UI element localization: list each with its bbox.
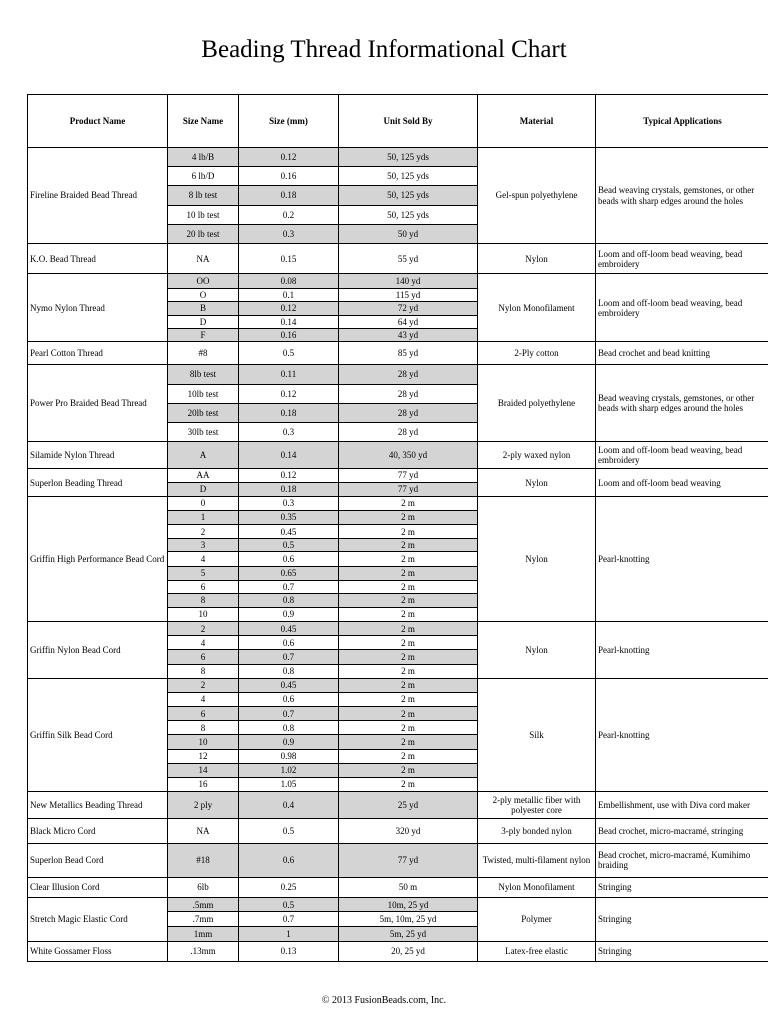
applications-cell: Stringing xyxy=(596,898,768,941)
material-cell: Nylon xyxy=(478,469,596,496)
size-name-cell: 12 xyxy=(168,749,239,763)
material-cell: Nylon xyxy=(478,622,596,679)
unit-sold-by-cell: 2 m xyxy=(339,664,478,678)
applications-cell: Loom and off-loom bead weaving, bead embroidery xyxy=(596,274,768,342)
applications-cell: Bead weaving crystals, gemstones, or other beads with sharp edges around the holes xyxy=(596,148,768,244)
size-name-cell: 30lb test xyxy=(168,422,239,441)
unit-sold-by-cell: 72 yd xyxy=(339,301,478,315)
table-row xyxy=(28,148,768,167)
applications-cell: Pearl-knotting xyxy=(596,622,768,679)
size-name-cell: 5 xyxy=(168,566,239,580)
material-cell: Nylon Monofilament xyxy=(478,877,596,897)
material-cell: Polymer xyxy=(478,898,596,941)
size-name-cell: 8lb test xyxy=(168,365,239,384)
size-name-cell: NA xyxy=(168,244,239,274)
unit-sold-by-cell: 2 m xyxy=(339,496,478,510)
product-name-cell: Superlon Bead Cord xyxy=(28,843,168,877)
applications-cell: Pearl-knotting xyxy=(596,496,768,621)
size-mm-cell: 0.1 xyxy=(239,288,339,301)
product-name-cell: White Gossamer Floss xyxy=(28,941,168,961)
header-typical-applications: Typical Applications xyxy=(596,95,768,148)
product-name-cell: K.O. Bead Thread xyxy=(28,244,168,274)
unit-sold-by-cell: 5m, 10m, 25 yd xyxy=(339,912,478,927)
size-name-cell: .13mm xyxy=(168,941,239,961)
table-row xyxy=(28,791,768,818)
unit-sold-by-cell: 2 m xyxy=(339,749,478,763)
unit-sold-by-cell: 50 m xyxy=(339,877,478,897)
size-mm-cell: 0.7 xyxy=(239,912,339,927)
product-name-cell: New Metallics Beading Thread xyxy=(28,791,168,818)
size-mm-cell: 0.12 xyxy=(239,384,339,403)
size-name-cell: 16 xyxy=(168,777,239,791)
size-mm-cell: 0.3 xyxy=(239,224,339,243)
size-name-cell: AA xyxy=(168,469,239,482)
size-name-cell: 6 lb/D xyxy=(168,167,239,186)
unit-sold-by-cell: 55 yd xyxy=(339,244,478,274)
table-row xyxy=(28,244,768,274)
size-name-cell: B xyxy=(168,301,239,315)
size-mm-cell: 0.9 xyxy=(239,735,339,749)
table-row xyxy=(28,365,768,384)
table-row xyxy=(28,469,768,482)
product-name-cell: Clear Illusion Cord xyxy=(28,877,168,897)
material-cell: Twisted, multi-filament nylon xyxy=(478,843,596,877)
page-title: Beading Thread Informational Chart xyxy=(201,36,567,63)
unit-sold-by-cell: 64 yd xyxy=(339,315,478,328)
size-mm-cell: 0.15 xyxy=(239,244,339,274)
table-row xyxy=(28,843,768,877)
size-name-cell: 8 xyxy=(168,721,239,735)
size-mm-cell: 0.45 xyxy=(239,678,339,692)
size-name-cell: 6 xyxy=(168,580,239,593)
unit-sold-by-cell: 2 m xyxy=(339,552,478,566)
unit-sold-by-cell: 25 yd xyxy=(339,791,478,818)
size-mm-cell: 0.12 xyxy=(239,148,339,167)
size-mm-cell: 0.3 xyxy=(239,496,339,510)
size-mm-cell: 0.25 xyxy=(239,877,339,897)
size-mm-cell: 0.3 xyxy=(239,422,339,441)
unit-sold-by-cell: 50 yd xyxy=(339,224,478,243)
header-size-name: Size Name xyxy=(168,95,239,148)
product-name-cell: Superlon Beading Thread xyxy=(28,469,168,496)
size-mm-cell: 0.16 xyxy=(239,167,339,186)
size-mm-cell: 0.14 xyxy=(239,315,339,328)
size-name-cell: O xyxy=(168,288,239,301)
size-mm-cell: 0.9 xyxy=(239,607,339,621)
table-row xyxy=(28,898,768,912)
thread-table xyxy=(27,94,768,962)
applications-cell: Stringing xyxy=(596,877,768,897)
applications-cell: Loom and off-loom bead weaving xyxy=(596,469,768,496)
copyright-footer: © 2013 FusionBeads.com, Inc. xyxy=(321,995,447,1006)
applications-cell: Pearl-knotting xyxy=(596,678,768,791)
size-name-cell: 10 xyxy=(168,607,239,621)
unit-sold-by-cell: 50, 125 yds xyxy=(339,148,478,167)
size-name-cell: #8 xyxy=(168,342,239,365)
unit-sold-by-cell: 20, 25 yd xyxy=(339,941,478,961)
table-row xyxy=(28,622,768,636)
size-mm-cell: 0.8 xyxy=(239,593,339,607)
unit-sold-by-cell: 5m, 25 yd xyxy=(339,927,478,941)
table-row xyxy=(28,442,768,469)
size-name-cell: 8 xyxy=(168,664,239,678)
product-name-cell: Nymo Nylon Thread xyxy=(28,274,168,342)
unit-sold-by-cell: 28 yd xyxy=(339,365,478,384)
unit-sold-by-cell: 2 m xyxy=(339,777,478,791)
size-mm-cell: 0.7 xyxy=(239,707,339,721)
size-name-cell: 10 xyxy=(168,735,239,749)
unit-sold-by-cell: 28 yd xyxy=(339,384,478,403)
product-name-cell: Griffin Nylon Bead Cord xyxy=(28,622,168,679)
size-mm-cell: 1 xyxy=(239,927,339,941)
size-name-cell: .7mm xyxy=(168,912,239,927)
size-name-cell: 6 xyxy=(168,650,239,664)
size-mm-cell: 0.2 xyxy=(239,205,339,224)
size-mm-cell: 0.5 xyxy=(239,342,339,365)
header-material: Material xyxy=(478,95,596,148)
size-name-cell: 6lb xyxy=(168,877,239,897)
material-cell: Gel-spun polyethylene xyxy=(478,148,596,244)
unit-sold-by-cell: 140 yd xyxy=(339,274,478,288)
unit-sold-by-cell: 115 yd xyxy=(339,288,478,301)
table-row xyxy=(28,877,768,897)
product-name-cell: Fireline Braided Bead Thread xyxy=(28,148,168,244)
size-name-cell: #18 xyxy=(168,843,239,877)
size-name-cell: 4 lb/B xyxy=(168,148,239,167)
product-name-cell: Stretch Magic Elastic Cord xyxy=(28,898,168,941)
table-row xyxy=(28,496,768,510)
size-mm-cell: 0.5 xyxy=(239,819,339,843)
applications-cell: Stringing xyxy=(596,941,768,961)
header-unit-sold-by: Unit Sold By xyxy=(339,95,478,148)
size-mm-cell: 0.16 xyxy=(239,328,339,341)
table-body xyxy=(28,148,768,962)
unit-sold-by-cell: 2 m xyxy=(339,607,478,621)
size-mm-cell: 0.18 xyxy=(239,482,339,496)
size-mm-cell: 0.8 xyxy=(239,664,339,678)
unit-sold-by-cell: 2 m xyxy=(339,763,478,777)
unit-sold-by-cell: 50, 125 yds xyxy=(339,205,478,224)
size-name-cell: 4 xyxy=(168,552,239,566)
size-name-cell: 3 xyxy=(168,539,239,552)
size-name-cell: NA xyxy=(168,819,239,843)
table-row xyxy=(28,819,768,843)
unit-sold-by-cell: 2 m xyxy=(339,510,478,524)
unit-sold-by-cell: 40, 350 yd xyxy=(339,442,478,469)
size-name-cell: F xyxy=(168,328,239,341)
size-mm-cell: 0.6 xyxy=(239,843,339,877)
size-mm-cell: 0.7 xyxy=(239,650,339,664)
size-name-cell: 4 xyxy=(168,692,239,706)
size-mm-cell: 0.5 xyxy=(239,898,339,912)
size-mm-cell: 0.5 xyxy=(239,539,339,552)
material-cell: Nylon Monofilament xyxy=(478,274,596,342)
size-name-cell: A xyxy=(168,442,239,469)
product-name-cell: Black Micro Cord xyxy=(28,819,168,843)
size-name-cell: 20 lb test xyxy=(168,224,239,243)
size-name-cell: .5mm xyxy=(168,898,239,912)
unit-sold-by-cell: 2 m xyxy=(339,721,478,735)
size-name-cell: 8 lb test xyxy=(168,186,239,205)
table-row xyxy=(28,678,768,692)
size-mm-cell: 0.13 xyxy=(239,941,339,961)
applications-cell: Bead crochet and bead knitting xyxy=(596,342,768,365)
size-name-cell: D xyxy=(168,482,239,496)
size-name-cell: 10 lb test xyxy=(168,205,239,224)
header-row xyxy=(28,95,768,148)
unit-sold-by-cell: 2 m xyxy=(339,692,478,706)
size-mm-cell: 0.18 xyxy=(239,186,339,205)
unit-sold-by-cell: 10m, 25 yd xyxy=(339,898,478,912)
size-name-cell: D xyxy=(168,315,239,328)
unit-sold-by-cell: 2 m xyxy=(339,525,478,539)
unit-sold-by-cell: 2 m xyxy=(339,707,478,721)
size-name-cell: 2 xyxy=(168,622,239,636)
unit-sold-by-cell: 28 yd xyxy=(339,422,478,441)
material-cell: Nylon xyxy=(478,496,596,621)
size-mm-cell: 0.45 xyxy=(239,525,339,539)
size-mm-cell: 1.05 xyxy=(239,777,339,791)
size-name-cell: 0 xyxy=(168,496,239,510)
product-name-cell: Griffin Silk Bead Cord xyxy=(28,678,168,791)
size-name-cell: 10lb test xyxy=(168,384,239,403)
header-size-mm: Size (mm) xyxy=(239,95,339,148)
size-mm-cell: 0.14 xyxy=(239,442,339,469)
applications-cell: Bead crochet, micro-macramé, Kumihimo braiding xyxy=(596,843,768,877)
size-name-cell: 4 xyxy=(168,636,239,650)
unit-sold-by-cell: 2 m xyxy=(339,566,478,580)
header-product-name: Product Name xyxy=(28,95,168,148)
size-name-cell: 6 xyxy=(168,707,239,721)
material-cell: 2-Ply cotton xyxy=(478,342,596,365)
size-mm-cell: 0.11 xyxy=(239,365,339,384)
size-mm-cell: 0.12 xyxy=(239,469,339,482)
product-name-cell: Pearl Cotton Thread xyxy=(28,342,168,365)
applications-cell: Bead weaving crystals, gemstones, or other beads with sharp edges around the holes xyxy=(596,365,768,442)
size-mm-cell: 0.98 xyxy=(239,749,339,763)
unit-sold-by-cell: 77 yd xyxy=(339,482,478,496)
size-mm-cell: 0.8 xyxy=(239,721,339,735)
unit-sold-by-cell: 43 yd xyxy=(339,328,478,341)
material-cell: 2-ply waxed nylon xyxy=(478,442,596,469)
size-name-cell: 14 xyxy=(168,763,239,777)
unit-sold-by-cell: 320 yd xyxy=(339,819,478,843)
applications-cell: Loom and off-loom bead weaving, bead embroidery xyxy=(596,442,768,469)
size-mm-cell: 0.65 xyxy=(239,566,339,580)
table-row xyxy=(28,941,768,961)
size-name-cell: 2 xyxy=(168,678,239,692)
size-name-cell: 2 xyxy=(168,525,239,539)
size-mm-cell: 0.6 xyxy=(239,636,339,650)
size-name-cell: 2 ply xyxy=(168,791,239,818)
size-mm-cell: 0.08 xyxy=(239,274,339,288)
size-mm-cell: 0.12 xyxy=(239,301,339,315)
unit-sold-by-cell: 2 m xyxy=(339,593,478,607)
unit-sold-by-cell: 50, 125 yds xyxy=(339,167,478,186)
unit-sold-by-cell: 2 m xyxy=(339,539,478,552)
size-mm-cell: 0.6 xyxy=(239,552,339,566)
size-name-cell: 20lb test xyxy=(168,403,239,422)
table-row xyxy=(28,342,768,365)
size-mm-cell: 0.6 xyxy=(239,692,339,706)
material-cell: 2-ply metallic fiber with polyester core xyxy=(478,791,596,818)
size-mm-cell: 0.18 xyxy=(239,403,339,422)
unit-sold-by-cell: 2 m xyxy=(339,636,478,650)
unit-sold-by-cell: 50, 125 yds xyxy=(339,186,478,205)
unit-sold-by-cell: 2 m xyxy=(339,735,478,749)
size-name-cell: 8 xyxy=(168,593,239,607)
size-name-cell: 1 xyxy=(168,510,239,524)
material-cell: Silk xyxy=(478,678,596,791)
material-cell: Latex-free elastic xyxy=(478,941,596,961)
unit-sold-by-cell: 77 yd xyxy=(339,469,478,482)
applications-cell: Embellishment, use with Diva cord maker xyxy=(596,791,768,818)
size-name-cell: OO xyxy=(168,274,239,288)
unit-sold-by-cell: 2 m xyxy=(339,678,478,692)
product-name-cell: Silamide Nylon Thread xyxy=(28,442,168,469)
material-cell: Nylon xyxy=(478,244,596,274)
material-cell: 3-ply bonded nylon xyxy=(478,819,596,843)
size-mm-cell: 0.45 xyxy=(239,622,339,636)
unit-sold-by-cell: 2 m xyxy=(339,580,478,593)
unit-sold-by-cell: 2 m xyxy=(339,650,478,664)
unit-sold-by-cell: 85 yd xyxy=(339,342,478,365)
product-name-cell: Griffin High Performance Bead Cord xyxy=(28,496,168,621)
table-row xyxy=(28,274,768,288)
unit-sold-by-cell: 77 yd xyxy=(339,843,478,877)
unit-sold-by-cell: 2 m xyxy=(339,622,478,636)
product-name-cell: Power Pro Braided Bead Thread xyxy=(28,365,168,442)
unit-sold-by-cell: 28 yd xyxy=(339,403,478,422)
size-mm-cell: 0.7 xyxy=(239,580,339,593)
applications-cell: Bead crochet, micro-macramé, stringing xyxy=(596,819,768,843)
size-mm-cell: 1.02 xyxy=(239,763,339,777)
size-mm-cell: 0.35 xyxy=(239,510,339,524)
size-mm-cell: 0.4 xyxy=(239,791,339,818)
size-name-cell: 1mm xyxy=(168,927,239,941)
material-cell: Braided polyethylene xyxy=(478,365,596,442)
applications-cell: Loom and off-loom bead weaving, bead embroidery xyxy=(596,244,768,274)
